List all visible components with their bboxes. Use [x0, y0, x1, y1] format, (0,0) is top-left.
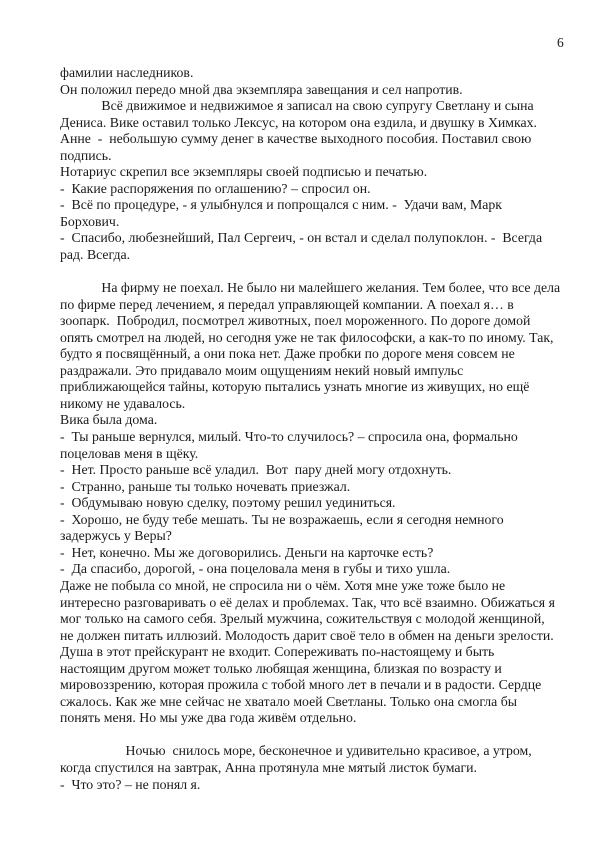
text-line: - Нет. Просто раньше всё уладил. Вот пару дней могу отдохнуть.: [60, 462, 452, 478]
text-line: поцеловав меня в щёку.: [60, 445, 199, 461]
text-line: будто я посвящённый, а они пока нет. Даже пробки по дороге меня совсем не: [60, 346, 515, 362]
text-line: На фирму не поехал. Не было ни малейшего желания. Тем более, что все дела: [60, 280, 561, 296]
text-line: рад. Всегда.: [60, 247, 131, 263]
text-line: - Хорошо, не буду тебе мешать. Ты не возражаешь, если я сегодня немного: [60, 511, 504, 527]
text-line: подпись.: [60, 147, 112, 163]
text-line: Вика была дома.: [60, 412, 158, 428]
text-line: - Спасибо, любезнейший, Пал Сергеич, - он встал и сделал полупоклон. - Всегда: [60, 230, 543, 246]
text-line: Ночью снилось море, бесконечное и удивительно красивое, а утром,: [60, 743, 532, 759]
text-line: - Что это? – не понял я.: [60, 776, 201, 792]
text-line: Даже не побыла со мной, не спросила ни о чём. Хотя мне уже тоже было не: [60, 577, 506, 593]
text-line: Анне - небольшую сумму денег в качестве выходного пособия. Поставил свою: [60, 131, 532, 147]
text-line: сжалось. Как же мне сейчас не хватало моей Светланы. Только она смогла бы: [60, 693, 518, 709]
text-line: Нотариус скрепил все экземпляры своей подписью и печатью.: [60, 164, 428, 180]
text-line: фамилии наследников.: [60, 65, 194, 80]
text-line: - Странно, раньше ты только ночевать приезжал.: [60, 478, 351, 494]
text-line: Всё движимое и недвижимое я записал на свою супругу Светлану и сына: [60, 98, 534, 114]
paragraph-gap: [60, 727, 580, 744]
text-line: Борхович.: [60, 213, 120, 229]
text-line: опять смотрел на людей, но сегодня уже не так философски, а как-то по иному. Так,: [60, 329, 554, 345]
paragraph-gap: [60, 264, 580, 281]
text-line: зоопарк. Побродил, посмотрел животных, поел мороженного. По дороге домой: [60, 313, 531, 329]
text-line: не должен питать иллюзий. Молодость дарит своё тело в обмен на деньги зрелости.: [60, 627, 554, 643]
text-line: задержусь у Веры?: [60, 528, 172, 544]
text-line: - Всё по процедуре, - я улыбнулся и попрощался с ним. - Удачи вам, Марк: [60, 197, 502, 213]
text-line: Дениса. Вике оставил только Лексус, на котором она ездила, и двушку в Химках.: [60, 114, 537, 130]
text-line: Душа в этот прейскурант не входит. Сопереживать по-настоящему и быть: [60, 644, 495, 660]
text-line: понять меня. Но мы уже два года живём отдельно.: [60, 710, 357, 726]
text-line: - Нет, конечно. Мы же договорились. Деньги на карточке есть?: [60, 544, 434, 560]
text-line: никому не удавалось.: [60, 395, 186, 411]
text-line: мог только на самого себя. Зрелый мужчина, сожительствуя с молодой женщиной,: [60, 611, 545, 627]
text-line: - Ты раньше вернулся, милый. Что-то случилось? – спросила она, формально: [60, 429, 518, 445]
text-line: раздражали. Это придавало моим ощущениям некий новый импульс: [60, 362, 464, 378]
text-line: настоящим другом может только любящая женщина, близкая по возрасту и: [60, 660, 502, 676]
page-number: 6: [557, 35, 564, 50]
text-line: интересно разговаривать о её делах и проблемах. Так, что всё взаимно. Обижаться я: [60, 594, 555, 610]
text-line: - Да спасибо, дорогой, - она поцеловала меня в губы и тихо ушла.: [60, 561, 451, 577]
text-line: когда спустился на завтрак, Анна протянула мне мятый листок бумаги.: [60, 759, 478, 775]
text-line: - Обдумываю новую сделку, поэтому решил уединиться.: [60, 495, 396, 511]
text-line: Он положил передо мной два экземпляра завещания и сел напротив.: [60, 81, 463, 97]
document-body: [60, 65, 580, 793]
text-line: по фирме перед лечением, я передал управляющей компании. А поехал я… в: [60, 296, 514, 312]
text-line: приближающейся тайны, которую пытались узнать многие из живущих, но ещё: [60, 379, 530, 395]
text-line: - Какие распоряжения по оглашению? – спросил он.: [60, 180, 371, 196]
text-line: мировоззрению, которая прожила с тобой много лет в печали и в радости. Сердце: [60, 677, 542, 693]
